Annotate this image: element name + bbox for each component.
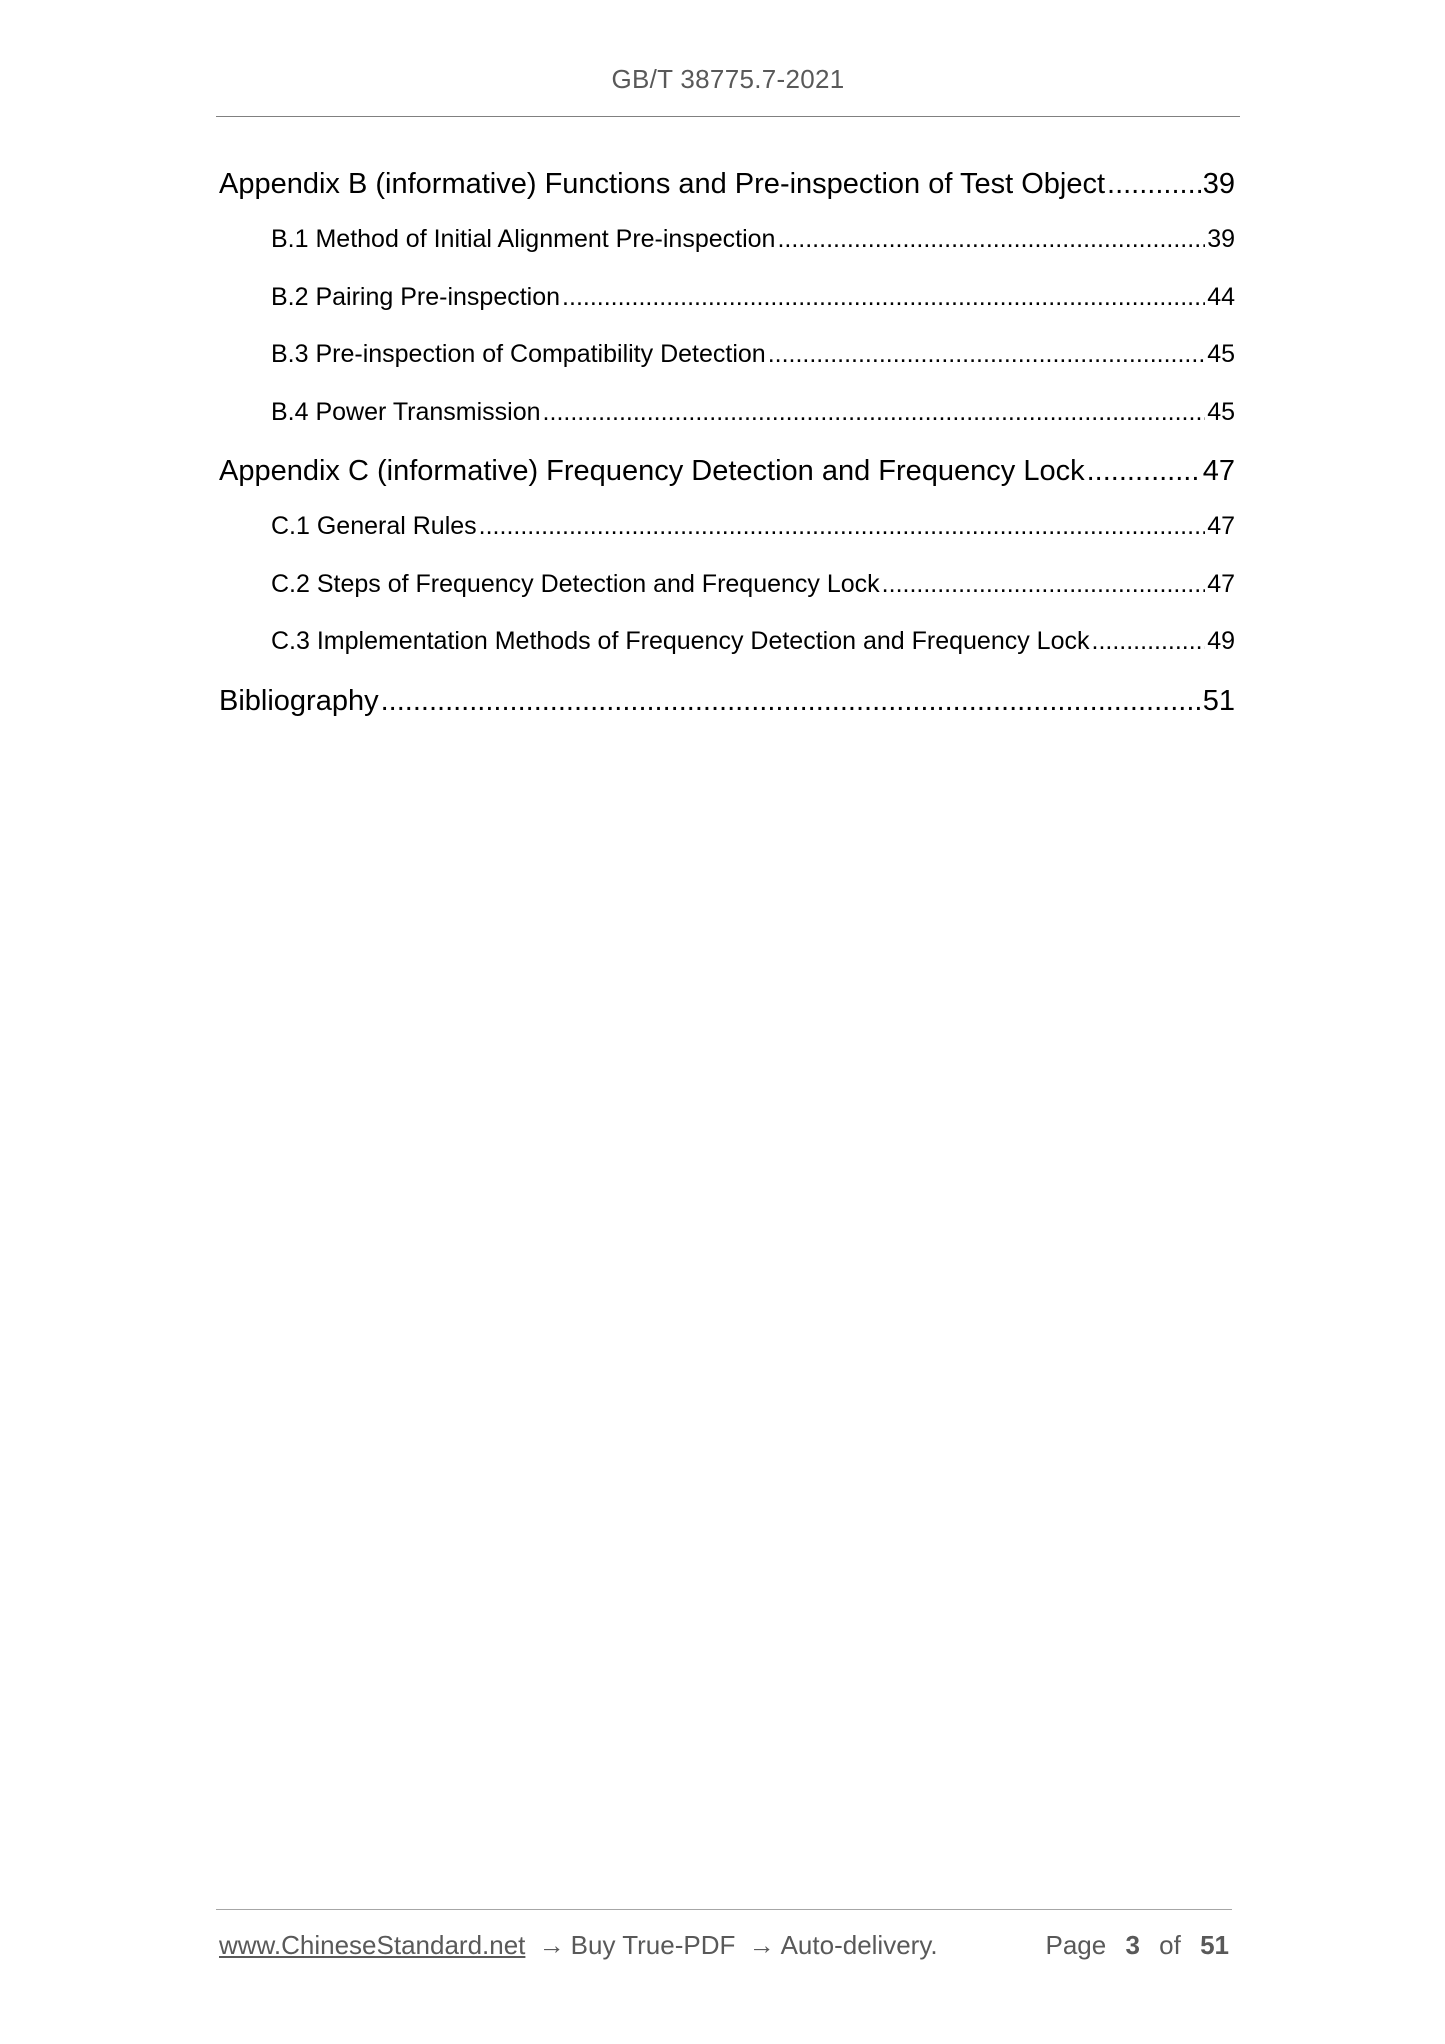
current-page: 3 bbox=[1125, 1930, 1140, 1960]
toc-entry-b3[interactable] bbox=[219, 340, 1235, 398]
toc-dot-leader bbox=[768, 340, 1206, 369]
toc-entry-page: 45 bbox=[1207, 340, 1235, 368]
toc-entry-title: B.2 Pairing Pre-inspection bbox=[271, 282, 561, 311]
of-word: of bbox=[1159, 1930, 1181, 1960]
toc-entry-title: Bibliography bbox=[219, 684, 379, 717]
toc-entry-page: 45 bbox=[1207, 397, 1235, 426]
toc-entry-page: 44 bbox=[1207, 282, 1235, 311]
toc-dot-leader bbox=[562, 283, 1205, 312]
toc-dot-leader bbox=[381, 685, 1201, 718]
header-divider bbox=[216, 116, 1240, 117]
page-number bbox=[1045, 1930, 1229, 1961]
toc-entry-title: Appendix C (informative) Frequency Detection and Frequency Lock bbox=[219, 455, 1085, 487]
website-link[interactable]: www.ChineseStandard.net bbox=[219, 1930, 526, 1960]
toc-entry-title: C.3 Implementation Methods of Frequency Detection and Frequency Lock bbox=[271, 627, 1090, 655]
footer-promo bbox=[219, 1930, 938, 1961]
toc-dot-leader bbox=[1092, 627, 1206, 656]
toc-entry-title: C.2 Steps of Frequency Detection and Frequency Lock bbox=[271, 569, 880, 598]
toc-entry-title: Appendix B (informative) Functions and Pre-inspection of Test Object bbox=[219, 168, 1106, 200]
footer-divider bbox=[216, 1909, 1232, 1910]
toc-dot-leader bbox=[777, 225, 1205, 254]
toc-entry-page: 39 bbox=[1202, 168, 1235, 200]
page-footer bbox=[219, 1930, 1229, 1961]
toc-entry-page: 39 bbox=[1207, 225, 1235, 253]
toc-entry-bibliography[interactable] bbox=[219, 685, 1235, 742]
toc-entry-appendix-c[interactable] bbox=[219, 455, 1235, 512]
auto-delivery-text: Auto-delivery. bbox=[780, 1930, 938, 1960]
arrow-right-icon: → bbox=[538, 1930, 565, 1960]
toc-entry-title: C.1 General Rules bbox=[271, 512, 477, 540]
toc-entry-c2[interactable] bbox=[219, 570, 1235, 628]
toc-entry-page: 47 bbox=[1207, 512, 1235, 540]
toc-dot-leader bbox=[882, 570, 1206, 599]
table-of-contents bbox=[219, 168, 1235, 742]
total-pages: 51 bbox=[1200, 1930, 1229, 1960]
toc-entry-b4[interactable] bbox=[219, 398, 1235, 456]
page-word: Page bbox=[1045, 1930, 1107, 1960]
toc-entry-c3[interactable] bbox=[219, 627, 1235, 685]
toc-entry-title: B.4 Power Transmission bbox=[271, 397, 541, 426]
toc-entry-b1[interactable] bbox=[219, 225, 1235, 283]
toc-entry-page: 49 bbox=[1207, 627, 1235, 655]
toc-dot-leader bbox=[1107, 168, 1201, 201]
toc-entry-title: B.3 Pre-inspection of Compatibility Detection bbox=[271, 340, 766, 368]
arrow-right-icon: → bbox=[748, 1930, 775, 1960]
buy-true-pdf-text: Buy True-PDF bbox=[570, 1930, 736, 1960]
toc-entry-appendix-b[interactable] bbox=[219, 168, 1235, 225]
document-header: GB/T 38775.7-2021 bbox=[611, 64, 845, 94]
toc-entry-page: 47 bbox=[1202, 455, 1235, 487]
toc-entry-title: B.1 Method of Initial Alignment Pre-inspection bbox=[271, 225, 776, 253]
toc-entry-page: 51 bbox=[1202, 684, 1235, 717]
toc-dot-leader bbox=[543, 398, 1206, 427]
toc-entry-c1[interactable] bbox=[219, 512, 1235, 570]
toc-entry-b2[interactable] bbox=[219, 283, 1235, 341]
toc-entry-page: 47 bbox=[1207, 569, 1235, 598]
toc-dot-leader bbox=[1087, 455, 1201, 488]
toc-dot-leader bbox=[479, 512, 1206, 541]
